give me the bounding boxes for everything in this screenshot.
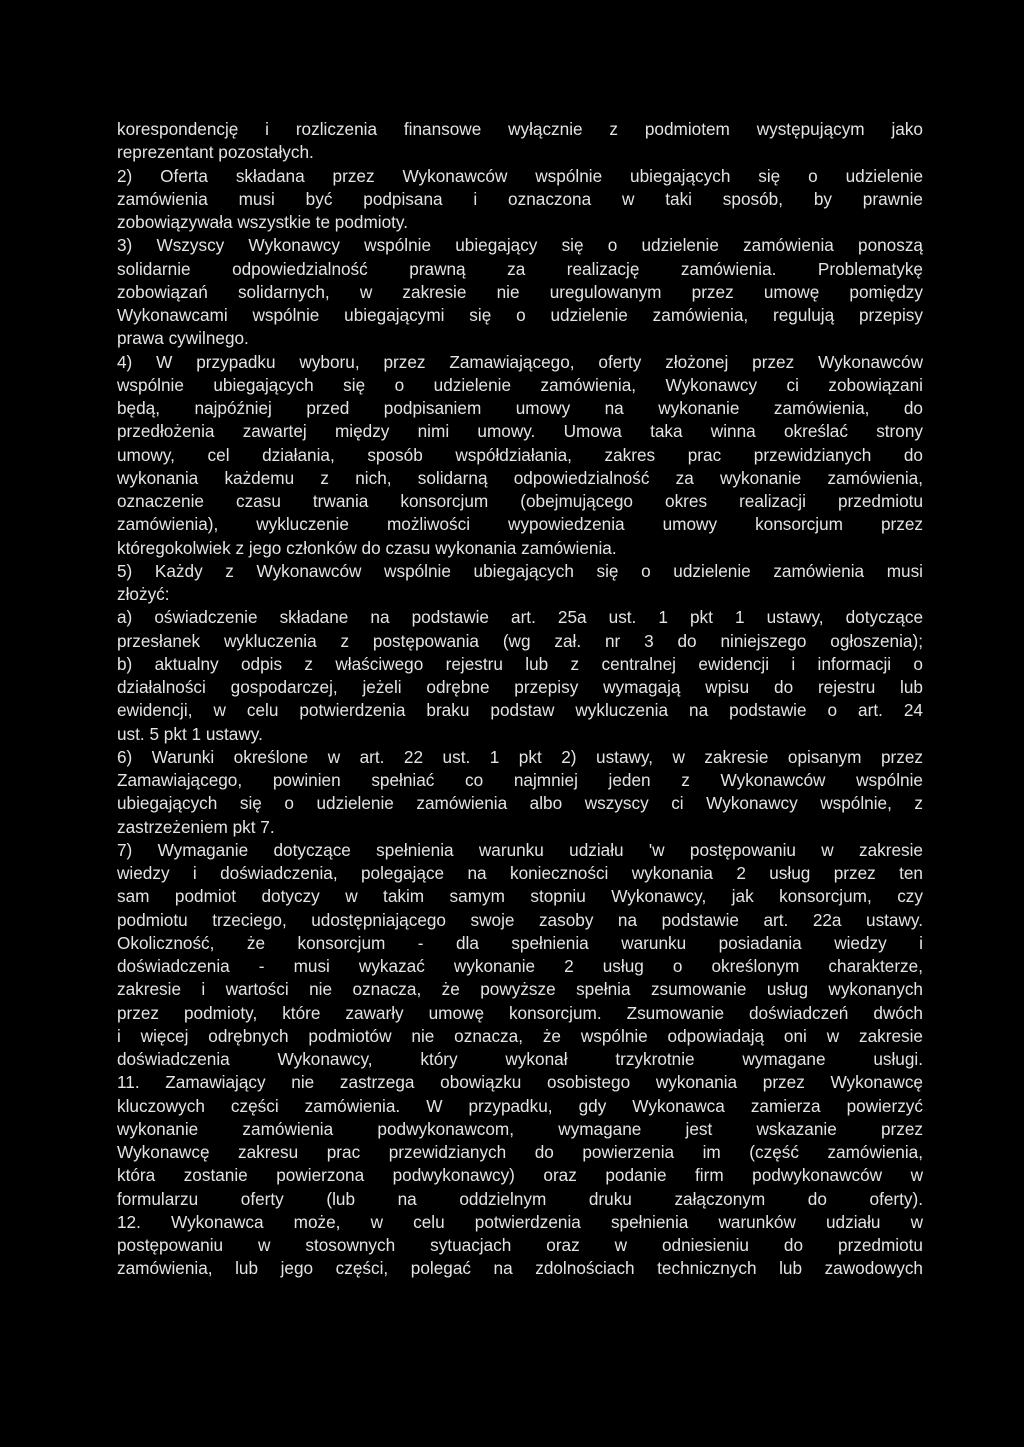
text-line: wykonania każdemu z nich, solidarną odpowiedzialność za wykonanie zamówienia, <box>117 467 923 488</box>
text-line: ewidencji, w celu potwierdzenia braku podstaw wykluczenia na podstawie o art. 24 <box>117 700 923 721</box>
text-line: zastrzeżeniem pkt 7. <box>117 816 275 837</box>
text-line: podmiotu trzeciego, udostępniającego swoje zasoby na podstawie art. 22a ustawy. <box>117 909 923 930</box>
text-line: 6) Warunki określone w art. 22 ust. 1 pkt 2) ustawy, w zakresie opisanym przez <box>117 746 923 767</box>
text-line: przez podmioty, które zawarły umowę konsorcjum. Zsumowanie doświadczeń dwóch <box>117 1002 923 1023</box>
document-body <box>117 118 923 1281</box>
text-line: Okoliczność, że konsorcjum - dla spełnienia warunku posiadania wiedzy i <box>117 932 923 953</box>
text-line: złożyć: <box>117 584 170 604</box>
text-line: będą, najpóźniej przed podpisaniem umowy na wykonanie zamówienia, do <box>117 398 923 418</box>
text-line: któregokolwiek z jego członków do czasu wykonania zamówienia. <box>117 537 617 558</box>
text-line: wspólnie ubiegających się o udzielenie zamówienia, Wykonawcy ci zobowiązani <box>117 374 923 395</box>
text-line: która zostanie powierzona podwykonawcy) oraz podanie firm podwykonawców w <box>117 1165 923 1186</box>
text-line: zamówienia, lub jego części, polegać na zdolnościach technicznych lub zawodowych <box>117 1258 923 1279</box>
text-line: umowy, cel działania, sposób współdziałania, zakres prac przewidzianych do <box>117 444 923 465</box>
text-line: przedłożenia zawartej między nimi umowy. Umowa taka winna określać strony <box>117 421 923 442</box>
text-line: oznaczenie czasu trwania konsorcjum (obejmującego okres realizacji przedmiotu <box>117 491 923 511</box>
text-line: 2) Oferta składana przez Wykonawców wspólnie ubiegających się o udzielenie <box>117 165 923 186</box>
text-line: zobowiązań solidarnych, w zakresie nie uregulowanym przez umowę pomiędzy <box>117 281 923 302</box>
text-line: 7) Wymaganie dotyczące spełnienia warunku udziału 'w postępowaniu w zakresie <box>117 839 923 860</box>
text-line: przesłanek wykluczenia z postępowania (wg zał. nr 3 do niniejszego ogłoszenia); <box>117 630 923 651</box>
text-line: formularzu oferty (lub na oddzielnym druku załączonym do oferty). <box>117 1188 923 1209</box>
text-line: zobowiązywała wszystkie te podmioty. <box>117 212 409 232</box>
text-line: doświadczenia - musi wykazać wykonanie 2 usług o określonym charakterze, <box>117 956 923 976</box>
text-line: działalności gospodarczej, jeżeli odrębne przepisy wymagają wpisu do rejestru lub <box>117 677 923 697</box>
text-line: solidarnie odpowiedzialność prawną za realizację zamówienia. Problematykę <box>117 258 923 279</box>
text-line: 11. Zamawiający nie zastrzega obowiązku osobistego wykonania przez Wykonawcę <box>117 1072 923 1093</box>
text-line: 4) W przypadku wyboru, przez Zamawiającego, oferty złożonej przez Wykonawców <box>117 351 923 372</box>
text-line: 5) Każdy z Wykonawców wspólnie ubiegających się o udzielenie zamówienia musi <box>117 560 923 581</box>
text-line: reprezentant pozostałych. <box>117 142 314 163</box>
text-line: ust. 5 pkt 1 ustawy. <box>117 723 263 744</box>
text-line: 12. Wykonawca może, w celu potwierdzenia spełnienia warunków udziału w <box>117 1211 923 1232</box>
text-line: b) aktualny odpis z właściwego rejestru lub z centralnej ewidencji i informacji o <box>117 653 923 674</box>
text-line: zamówienia), wykluczenie możliwości wypowiedzenia umowy konsorcjum przez <box>117 514 923 535</box>
text-line: korespondencję i rozliczenia finansowe wyłącznie z podmiotem występującym jako <box>117 119 923 139</box>
text-line: wiedzy i doświadczenia, polegające na konieczności wykonania 2 usług przez ten <box>117 863 923 883</box>
text-line: zakresie i wartości nie oznacza, że powyższe spełnia zsumowanie usług wykonanych <box>117 979 923 1000</box>
text-line: zamówienia musi być podpisana i oznaczona w taki sposób, by prawnie <box>117 188 923 209</box>
text-line: prawa cywilnego. <box>117 328 249 349</box>
text-line: 3) Wszyscy Wykonawcy wspólnie ubiegający się o udzielenie zamówienia ponoszą <box>117 235 923 256</box>
text-line: doświadczenia Wykonawcy, który wykonał trzykrotnie wymagane usługi. <box>117 1049 923 1069</box>
text-line: Zamawiającego, powinien spełniać co najmniej jeden z Wykonawców wspólnie <box>117 770 923 790</box>
text-line: a) oświadczenie składane na podstawie art. 25a ust. 1 pkt 1 ustawy, dotyczące <box>117 607 923 628</box>
text-line: kluczowych części zamówienia. W przypadku, gdy Wykonawca zamierza powierzyć <box>117 1095 923 1116</box>
text-line: i więcej odrębnych podmiotów nie oznacza, że wspólnie odpowiadają oni w zakresie <box>117 1025 923 1046</box>
text-line: Wykonawcami wspólnie ubiegającymi się o udzielenie zamówienia, regulują przepisy <box>117 305 923 325</box>
text-line: wykonanie zamówienia podwykonawcom, wymagane jest wskazanie przez <box>117 1118 923 1139</box>
text-line: postępowaniu w stosownych sytuacjach oraz w odniesieniu do przedmiotu <box>117 1235 923 1255</box>
text-line: ubiegających się o udzielenie zamówienia albo wszyscy ci Wykonawcy wspólnie, z <box>117 793 923 814</box>
text-line: sam podmiot dotyczy w takim samym stopniu Wykonawcy, jak konsorcjum, czy <box>117 886 923 907</box>
text-line: Wykonawcę zakresu prac przewidzianych do powierzenia im (część zamówienia, <box>117 1142 923 1162</box>
